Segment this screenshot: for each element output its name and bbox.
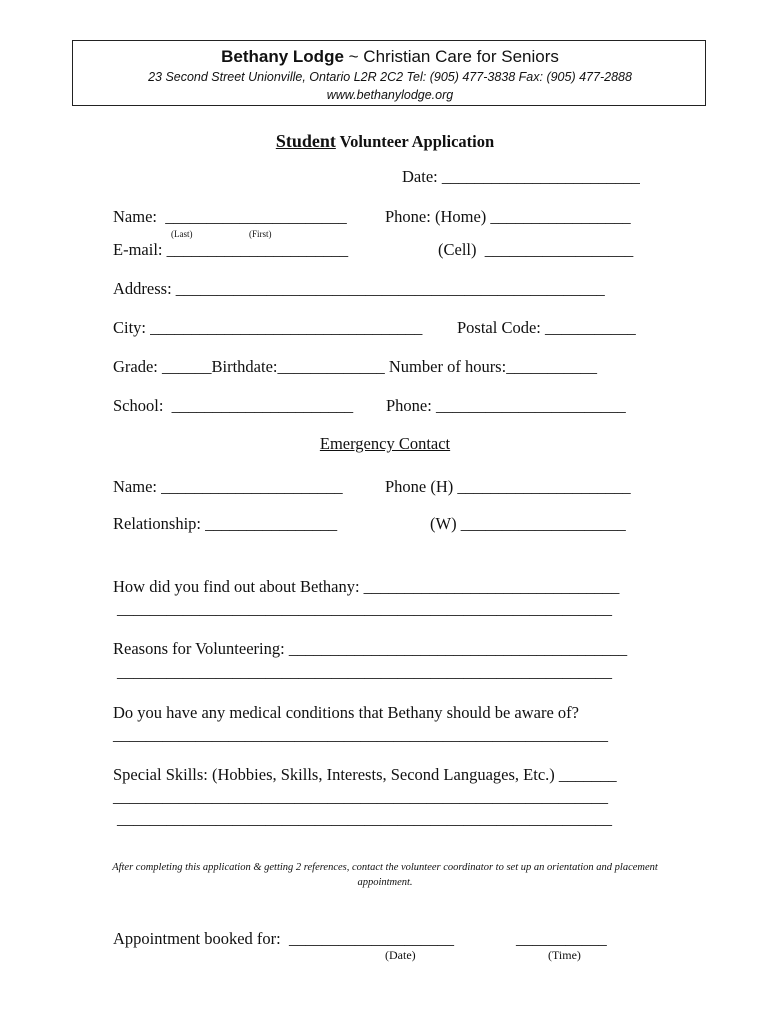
org-title [73,47,707,67]
grade-birthdate-hours-line[interactable]: Grade: ______Birthdate:_____________ Number of hours:___________ [113,357,597,376]
org-tagline: ~ Christian Care for Seniors [343,47,559,66]
emergency-phone-w-field[interactable]: (W) ____________________ [430,514,626,533]
skills-question[interactable]: Special Skills: (Hobbies, Skills, Interests, Second Languages, Etc.) _______ [113,765,617,784]
skills-line-1[interactable]: ____________________________________________________________ [113,787,608,806]
date-field[interactable]: Date: ________________________ [402,167,640,186]
time-caption: (Time) [548,948,581,962]
find-out-question[interactable]: How did you find out about Bethany: _______________________________ [113,577,620,596]
name-field[interactable]: Name: ______________________ [113,207,347,226]
first-caption: (First) [249,229,272,239]
medical-question: Do you have any medical conditions that Bethany should be aware of? [113,703,579,722]
appointment-time-field[interactable]: ___________ [516,929,607,948]
org-name: Bethany Lodge [221,47,344,66]
medical-line[interactable]: ____________________________________________________________ [113,725,608,744]
find-out-line[interactable]: ____________________________________________________________ [117,599,612,618]
date-caption: (Date) [385,948,416,962]
emergency-phone-h-field[interactable]: Phone (H) _____________________ [385,477,631,496]
emergency-name-field[interactable]: Name: ______________________ [113,477,343,496]
last-caption: (Last) [171,229,193,239]
phone-home-field[interactable]: Phone: (Home) _________________ [385,207,631,226]
reasons-question[interactable]: Reasons for Volunteering: _________________________________________ [113,639,628,658]
header-box [72,40,706,106]
title-rest: Volunteer Application [335,132,495,151]
address-field[interactable]: Address: ____________________________________________________ [113,279,605,298]
reasons-line[interactable]: ____________________________________________________________ [117,662,612,681]
postal-code-field[interactable]: Postal Code: ___________ [457,318,636,337]
org-address: 23 Second Street Unionville, Ontario L2R 2C2 Tel: (905) 477-3838 Fax: (905) 477-2888 [148,70,632,84]
emergency-heading [0,434,770,454]
skills-line-2[interactable]: ____________________________________________________________ [117,809,612,828]
instructions-note: After completing this application & getting 2 references, contact the volunteer coordinator to set up an orientation and placement appointment. [112,862,658,888]
school-field[interactable]: School: ______________________ [113,396,354,415]
relationship-field[interactable]: Relationship: ________________ [113,514,338,533]
email-field[interactable]: E-mail: ______________________ [113,240,349,259]
appointment-date-field[interactable]: Appointment booked for: ____________________ [113,929,454,948]
cell-field[interactable]: (Cell) __________________ [438,240,634,259]
city-field[interactable]: City: _________________________________ [113,318,423,337]
org-website: www.bethanylodge.org [326,88,454,102]
emergency-heading-text: Emergency Contact [319,434,451,453]
title-student: Student [275,131,336,151]
page-title [0,131,770,152]
school-phone-field[interactable]: Phone: _______________________ [386,396,626,415]
